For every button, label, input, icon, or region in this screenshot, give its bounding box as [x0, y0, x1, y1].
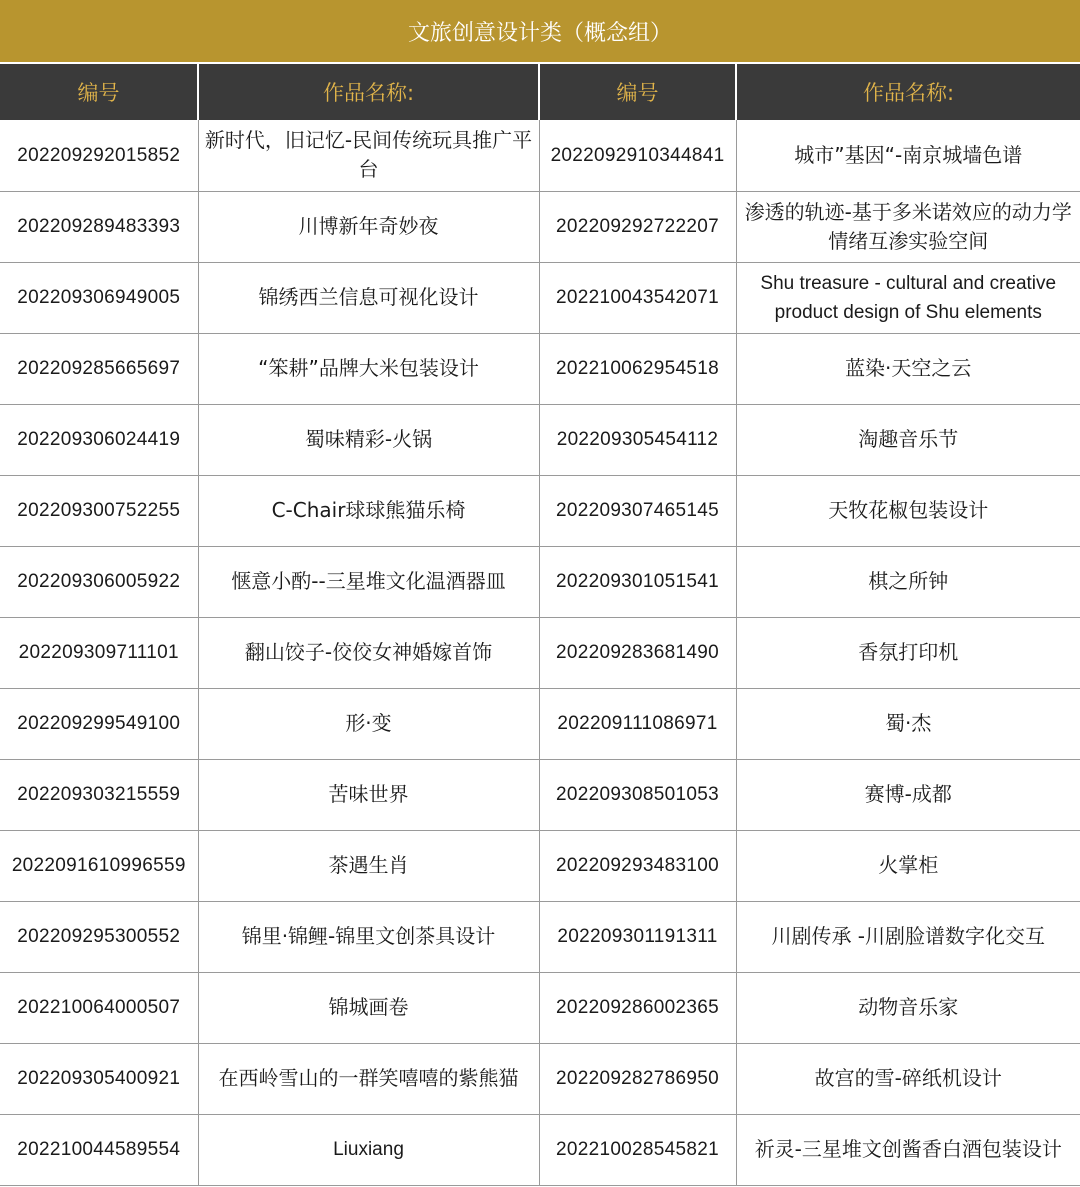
entry-name-left: 新时代，旧记忆-民间传统玩具推广平台	[198, 120, 539, 191]
entry-id-left: 202209306949005	[0, 262, 198, 333]
table-row	[0, 404, 1080, 475]
entry-name-left: 翻山饺子-佼佼女神婚嫁首饰	[198, 617, 539, 688]
entry-name-right: 蜀·杰	[736, 688, 1080, 759]
table-row	[0, 120, 1080, 191]
table-row	[0, 617, 1080, 688]
table-row	[0, 830, 1080, 901]
entry-id-right: 202209293483100	[539, 830, 736, 901]
entry-id-left: 202209289483393	[0, 191, 198, 262]
entry-id-right: 202209292722207	[539, 191, 736, 262]
header-id-left: 编号	[0, 64, 198, 120]
header-row	[0, 64, 1080, 120]
entry-id-right: 202209286002365	[539, 972, 736, 1043]
entry-name-right: 祈灵-三星堆文创酱香白酒包装设计	[736, 1114, 1080, 1185]
entry-name-left: 茶遇生肖	[198, 830, 539, 901]
entry-id-left: 202209299549100	[0, 688, 198, 759]
entry-name-left: 锦城画卷	[198, 972, 539, 1043]
entry-id-right: 202210062954518	[539, 333, 736, 404]
table-row	[0, 759, 1080, 830]
entry-id-right: 202209282786950	[539, 1043, 736, 1114]
table-row	[0, 262, 1080, 333]
entry-id-right: 202210028545821	[539, 1114, 736, 1185]
entry-name-right: 蓝染·天空之云	[736, 333, 1080, 404]
entry-name-right: 城市”基因“-南京城墙色谱	[736, 120, 1080, 191]
entries-table	[0, 64, 1080, 1186]
entry-id-left: 202209295300552	[0, 901, 198, 972]
entry-name-right: Shu treasure - cultural and creative product design of Shu elements	[736, 262, 1080, 333]
entry-id-left: 202209305400921	[0, 1043, 198, 1114]
entry-id-left: 202210044589554	[0, 1114, 198, 1185]
entry-name-left: 锦里·锦鲤-锦里文创茶具设计	[198, 901, 539, 972]
entry-name-right: 淘趣音乐节	[736, 404, 1080, 475]
entry-name-left: 锦绣西兰信息可视化设计	[198, 262, 539, 333]
entry-name-right: 火掌柜	[736, 830, 1080, 901]
entry-id-right: 202209308501053	[539, 759, 736, 830]
entry-name-right: 渗透的轨迹-基于多米诺效应的动力学情绪互渗实验空间	[736, 191, 1080, 262]
entry-name-right: 故宫的雪-碎纸机设计	[736, 1043, 1080, 1114]
entry-id-left: 202209303215559	[0, 759, 198, 830]
entry-id-left: 202210064000507	[0, 972, 198, 1043]
table-row	[0, 1043, 1080, 1114]
entry-id-right: 202209301051541	[539, 546, 736, 617]
entry-id-right: 202209301191311	[539, 901, 736, 972]
entry-id-right: 202209111086971	[539, 688, 736, 759]
entry-name-left: 形·变	[198, 688, 539, 759]
entry-id-right: 202209305454112	[539, 404, 736, 475]
table-row	[0, 1114, 1080, 1185]
entry-name-left: C-Chair球球熊猫乐椅	[198, 475, 539, 546]
table-row	[0, 546, 1080, 617]
entry-name-right: 川剧传承 -川剧脸谱数字化交互	[736, 901, 1080, 972]
entry-id-left: 202209285665697	[0, 333, 198, 404]
entry-name-right: 棋之所钟	[736, 546, 1080, 617]
entry-name-left: Liuxiang	[198, 1114, 539, 1185]
table-row	[0, 901, 1080, 972]
entry-id-right: 202209283681490	[539, 617, 736, 688]
table-row	[0, 972, 1080, 1043]
entry-id-right: 202209307465145	[539, 475, 736, 546]
entry-name-left: 在西岭雪山的一群笑嘻嘻的紫熊猫	[198, 1043, 539, 1114]
entry-id-left: 2022091610996559	[0, 830, 198, 901]
table-row	[0, 688, 1080, 759]
entry-name-right: 动物音乐家	[736, 972, 1080, 1043]
entry-name-left: 惬意小酌--三星堆文化温酒器皿	[198, 546, 539, 617]
entry-id-left: 202209309711101	[0, 617, 198, 688]
entry-name-right: 香氛打印机	[736, 617, 1080, 688]
entry-name-left: 川博新年奇妙夜	[198, 191, 539, 262]
entry-id-right: 202210043542071	[539, 262, 736, 333]
entry-name-left: “笨耕”品牌大米包装设计	[198, 333, 539, 404]
table-row	[0, 333, 1080, 404]
table-title: 文旅创意设计类（概念组）	[0, 0, 1080, 64]
header-id-right: 编号	[539, 64, 736, 120]
table-row	[0, 191, 1080, 262]
entry-name-right: 天牧花椒包装设计	[736, 475, 1080, 546]
entry-name-right: 赛博-成都	[736, 759, 1080, 830]
entry-id-left: 202209306005922	[0, 546, 198, 617]
header-name-left: 作品名称:	[198, 64, 539, 120]
entry-name-left: 蜀味精彩-火锅	[198, 404, 539, 475]
header-name-right: 作品名称:	[736, 64, 1080, 120]
entry-id-left: 202209306024419	[0, 404, 198, 475]
table-row	[0, 475, 1080, 546]
entry-name-left: 苦味世界	[198, 759, 539, 830]
entry-id-right: 2022092910344841	[539, 120, 736, 191]
entry-id-left: 202209292015852	[0, 120, 198, 191]
entry-id-left: 202209300752255	[0, 475, 198, 546]
